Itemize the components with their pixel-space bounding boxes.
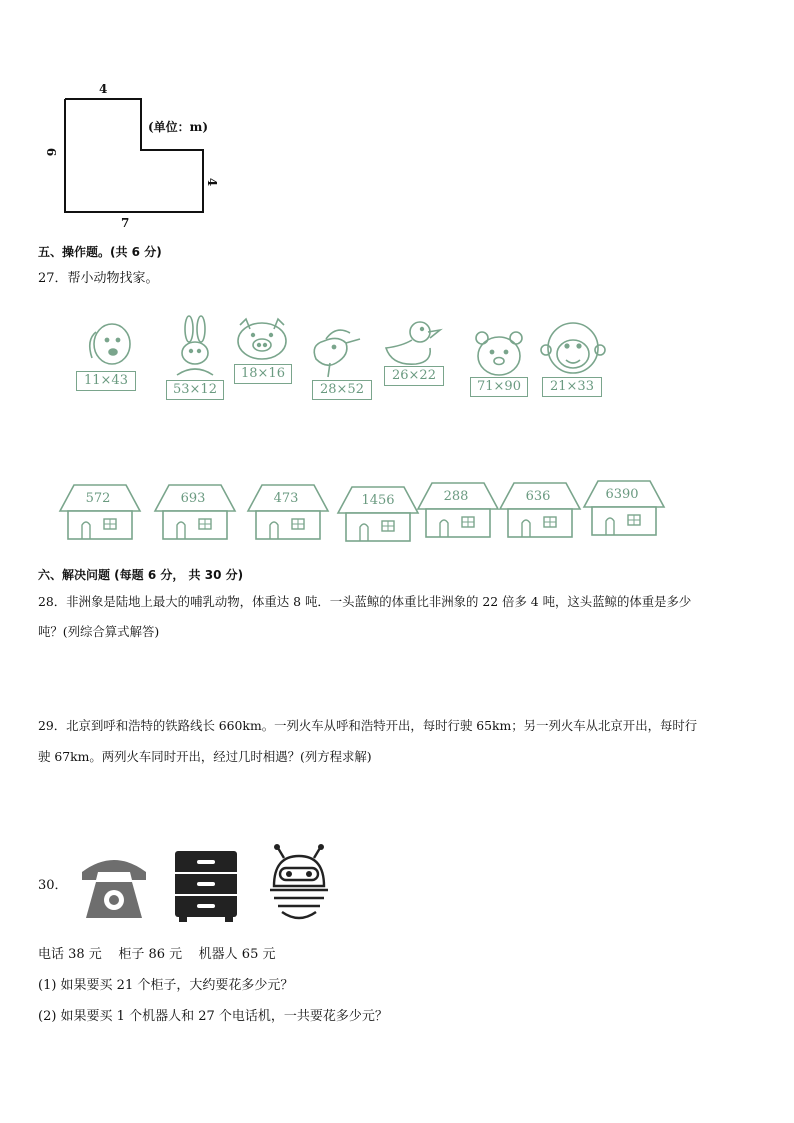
question-27: 27．帮小动物找家。 (38, 271, 159, 286)
bear-icon (470, 328, 528, 380)
question-28-line2: 吨？(列综合算式解答) (38, 624, 160, 639)
question-30-number: 30． (38, 878, 68, 893)
l-shape-outline (65, 99, 203, 212)
l-shape-figure (40, 80, 240, 230)
animal-card-goat[interactable]: 28×52 (312, 380, 372, 400)
animal-card-duck[interactable]: 26×22 (384, 366, 444, 386)
animal-card-bear[interactable]: 71×90 (470, 377, 528, 397)
cabinet-icon (173, 849, 239, 923)
figure-top-label: 4 (99, 82, 108, 96)
duck-icon (382, 318, 444, 370)
monkey-icon (540, 320, 606, 380)
question-30-sub2: (2) 如果要买 1 个机器人和 27 个电话机，一共要花多少元？ (38, 1009, 388, 1024)
pig-icon (232, 315, 292, 367)
question-29-line2: 驶 67km。两列火车同时开出，经过几时相遇？(列方程求解) (38, 749, 372, 764)
section5-heading: 五、操作题。(共 6 分) (38, 245, 162, 259)
house-number-2[interactable]: 693 (180, 491, 206, 506)
price-list: 电话 38 元 柜子 86 元 机器人 65 元 (38, 947, 276, 962)
figure-right-label: 4 (205, 177, 220, 187)
house-number-6[interactable]: 636 (525, 489, 551, 504)
houses-row (0, 475, 794, 547)
question-28-line1: 28．非洲象是陆地上最大的哺乳动物，体重达 8 吨．一头蓝鲸的体重比非洲象的 22 倍多 4 吨，这头蓝鲸的体重是多少 (38, 594, 692, 609)
robot-icon (266, 842, 332, 926)
rabbit-icon (165, 315, 223, 385)
house-number-1[interactable]: 572 (85, 491, 111, 506)
house-number-5[interactable]: 288 (443, 489, 469, 504)
dog-icon (80, 318, 140, 374)
animal-card-pig[interactable]: 18×16 (234, 364, 292, 384)
section6-heading: 六、解决问题 (每题 6 分， 共 30 分) (38, 568, 244, 582)
house-number-7[interactable]: 6390 (605, 487, 639, 502)
goat-icon (306, 325, 368, 383)
animal-card-dog[interactable]: 11×43 (76, 371, 136, 391)
animal-card-monkey[interactable]: 21×33 (542, 377, 602, 397)
animal-card-rabbit[interactable]: 53×12 (166, 380, 224, 400)
figure-unit-label: (单位：m) (148, 120, 209, 134)
telephone-icon (78, 852, 150, 920)
house-number-4[interactable]: 1456 (361, 493, 395, 508)
house-number-3[interactable]: 473 (273, 491, 299, 506)
figure-bottom-label: 7 (121, 216, 130, 230)
question-30-sub1: (1) 如果要买 21 个柜子，大约要花多少元？ (38, 978, 294, 993)
figure-left-label: 6 (44, 147, 59, 157)
question-29-line1: 29．北京到呼和浩特的铁路线长 660km。一列火车从呼和浩特开出，每时行驶 65km；另一列火车从北京开出，每时行 (38, 718, 698, 733)
